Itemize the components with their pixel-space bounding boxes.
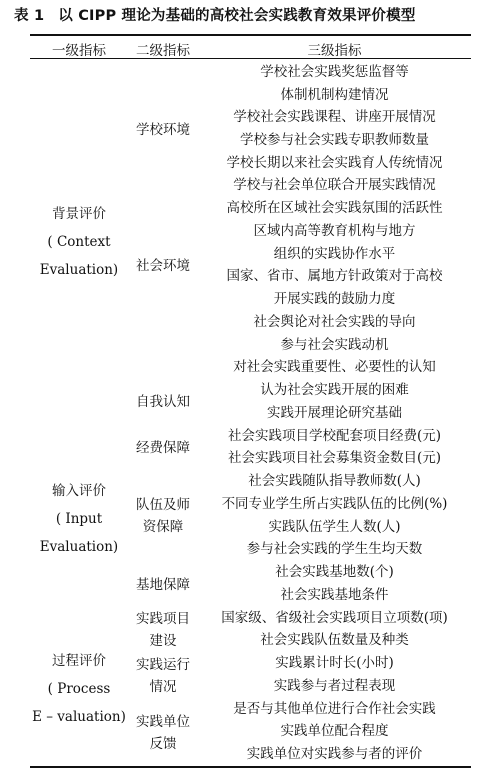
level3-item: 学校社会实践奖惩监督等	[260, 64, 409, 80]
level2-operation	[128, 654, 198, 698]
level3-item: 实践队伍学生人数(人)	[268, 519, 401, 535]
level1-english: Evaluation)	[39, 262, 119, 278]
level3-item: 社会实践队伍数量及种类	[260, 632, 409, 648]
level3-item: 实践开展理论研究基础	[267, 405, 402, 421]
level2-label: 情况	[149, 679, 177, 695]
level3-item: 不同专业学生所占实践队伍的比例(%)	[221, 496, 448, 512]
level3-item: 社会实践项目学校配套项目经费(元)	[227, 428, 442, 444]
table-number: 表 1	[14, 8, 45, 24]
header-rule	[30, 58, 471, 59]
level3-item: 参与社会实践动机	[280, 337, 389, 353]
level3-item: 社会实践项目社会募集资金数目(元)	[227, 450, 442, 466]
level3-item: 参与社会实践的学生生均天数	[246, 541, 423, 557]
header-level1: 一级指标	[52, 43, 106, 59]
level3-item: 社会舆论对社会实践的导向	[253, 314, 416, 330]
level1-english: ( Input	[55, 511, 103, 527]
level1-name: 过程评价	[52, 653, 106, 669]
level3-item: 开展实践的鼓励力度	[273, 291, 396, 307]
level3-item: 组织的实践协作水平	[273, 246, 396, 262]
level2-school-environment	[128, 119, 198, 141]
header-level2: 二级指标	[136, 43, 190, 59]
level3-item: 学校与社会单位联合开展实践情况	[233, 177, 436, 193]
level2-label: 经费保障	[136, 440, 190, 456]
level2-label: 社会环境	[136, 258, 190, 274]
level2-unit-feedback	[128, 711, 198, 755]
level2-label: 学校环境	[136, 122, 190, 138]
level3-item: 学校参与社会实践专职教师数量	[240, 132, 429, 148]
level3-item: 实践单位对实践参与者的评价	[246, 746, 423, 762]
level1-background	[30, 200, 128, 284]
level3-item: 国家级、省级社会实践项目立项数(项)	[221, 610, 448, 626]
level3-item: 对社会实践重要性、必要性的认知	[233, 359, 436, 375]
level2-project-construction	[128, 608, 198, 652]
level3-item: 学校长期以来社会实践育人传统情况	[226, 155, 443, 171]
level3-item: 社会实践随队指导教师数(人)	[248, 473, 421, 489]
level2-label: 实践单位	[136, 714, 190, 730]
level3-item: 区域内高等教育机构与地方	[253, 223, 416, 239]
level2-label: 实践运行	[136, 657, 190, 673]
level3-item: 社会实践基地数(个)	[275, 564, 394, 580]
level3-item: 高校所在区域社会实践氛围的活跃性	[226, 200, 443, 216]
level1-english: ( Context	[47, 234, 111, 250]
level2-label: 自我认知	[136, 394, 190, 410]
level1-process	[30, 647, 128, 731]
level3-item: 实践参与者过程表现	[273, 678, 396, 694]
level3-item: 社会实践基地条件	[280, 587, 389, 603]
level2-funding	[128, 437, 198, 459]
level3-item: 实践累计时长(小时)	[275, 655, 394, 671]
level3-item: 体制机制构建情况	[280, 87, 389, 103]
level1-english: Evaluation)	[39, 539, 119, 555]
level3-item: 是否与其他单位进行合作社会实践	[233, 701, 436, 717]
level2-label: 实践项目	[136, 611, 190, 627]
level1-name: 背景评价	[52, 206, 106, 222]
level3-item: 实践单位配合程度	[280, 723, 389, 739]
table-title: 以 CIPP 理论为基础的高校社会实践教育效果评价模型	[58, 8, 416, 24]
level1-english: ( Process	[47, 681, 111, 697]
top-rule	[30, 34, 471, 36]
level3-item: 认为社会实践开展的困难	[260, 382, 409, 398]
bottom-rule	[30, 766, 471, 768]
level2-label: 队伍及师	[136, 497, 190, 513]
level2-label: 建设	[149, 633, 177, 649]
level2-base	[128, 574, 198, 596]
level2-social-environment	[128, 255, 198, 277]
header-level3: 三级指标	[307, 43, 362, 59]
level1-input	[30, 477, 128, 561]
table-caption	[14, 4, 479, 28]
level3-item: 学校社会实践课程、讲座开展情况	[233, 109, 436, 125]
level2-label: 基地保障	[136, 577, 190, 593]
level2-self-cognition	[128, 391, 198, 413]
level2-label: 反馈	[149, 736, 177, 752]
level2-label: 资保障	[142, 519, 184, 535]
level1-name: 输入评价	[52, 483, 106, 499]
level3-item: 国家、省市、属地方针政策对于高校	[226, 268, 443, 284]
level1-english: E – valuation)	[32, 709, 126, 725]
level2-team-and-teachers	[128, 494, 198, 538]
